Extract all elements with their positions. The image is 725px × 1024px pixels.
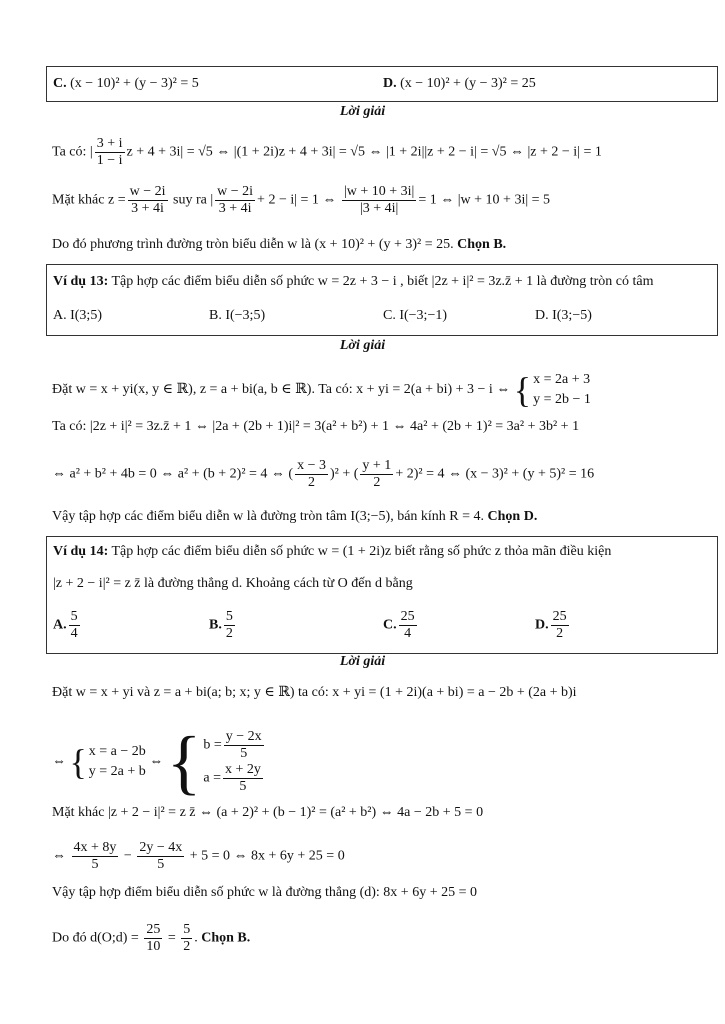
- example-13-box: [46, 264, 718, 336]
- solution-heading: Lời giải: [339, 338, 386, 353]
- sol2-line2: Ta có: |2z + i|² = 3z.z̄ + 1 ⇔ |2a + (2b + 1)i|² = 3(a² + b²) + 1 ⇔ 4a² + (2b + 1)² = 3a² + 3b² + 1: [52, 419, 580, 434]
- sol2-line4: Vậy tập hợp các điểm biểu diễn w là đường tròn tâm I(3;−5), bán kính R = 4. Chọn D.: [52, 509, 538, 524]
- solution-heading: Lời giải: [339, 654, 386, 669]
- ex13-option-a: A. I(3;5): [53, 308, 102, 323]
- solution-heading: Lời giải: [339, 104, 386, 119]
- sol2-line3: ⇔ a² + b² + 4b = 0 ⇔ a² + (b + 2)² = 4 ⇔ ( $\frac{x - 3}{2}$ )² + ( $\frac{y + 1}{2}$ + 2)² = 4 ⇔ (x − 3)² + (y + 5)² = 16: [52, 458, 595, 490]
- option-c: C. (x − 10)² + (y − 3)² = 5: [53, 76, 199, 91]
- ex14-option-a: A. $\frac{5}{4}$: [53, 609, 78, 641]
- ex14-question-1: Ví dụ 14: Tập hợp các điểm biểu diễn số phức w = (1 + 2i)z biết rằng số phức z thỏa mãn điều kiện: [53, 544, 612, 559]
- ex13-option-b: B. I(−3;5): [209, 308, 266, 323]
- sol1-line1: Ta có: | $\frac{3 + i}{1 - i}$ z + 4 + 3i| = √5 ⇔ |(1 + 2i)z + 4 + 3i| = √5 ⇔ |1 + 2i||z + 2 − i| = √5 ⇔ |z + 2 − i| = 1: [52, 136, 602, 168]
- sol3-line5: Vậy tập hợp điểm biểu diễn số phức w là đường thẳng (d): 8x + 6y + 25 = 0: [52, 885, 477, 900]
- ex13-option-d: D. I(3;−5): [535, 308, 592, 323]
- sol3-system: ⇔ { x = a − 2b y = 2a + b ⇔ { b = $\frac{y - 2x}{5}$ a = $\frac{x + 2y}{5}$: [52, 722, 262, 802]
- example-14-box: [46, 536, 718, 654]
- sol1-line3: Do đó phương trình đường tròn biểu diễn w là (x + 10)² + (y + 3)² = 25. Chọn B.: [52, 237, 507, 252]
- sol1-line2: Mặt khác z = $\frac{w - 2i}{3 + 4i}$ suy ra | $\frac{w - 2i}{3 + 4i}$ + 2 − i| = 1 ⇔ $\frac{|w + 10 + 3i|}{|3 + 4i|}$ = 1 ⇔ |w + 10 + 3i| = 5: [52, 184, 551, 216]
- ex14-option-c: C. $\frac{25}{4}$: [383, 609, 415, 641]
- ex13-question: Ví dụ 13: Tập hợp các điểm biểu diễn số phức w = 2z + 3 − i , biết |2z + i|² = 3z.z̄ + 1 là đường tròn có tâm: [53, 274, 654, 289]
- ex14-question-2: |z + 2 − i|² = z z̄ là đường thẳng d. Khoảng cách từ O đến d bằng: [53, 576, 413, 591]
- option-d: D. (x − 10)² + (y − 3)² = 25: [383, 76, 536, 91]
- sol2-line1: Đặt w = x + yi(x, y ∈ ℝ), z = a + bi(a, b ∈ ℝ). Ta có: x + yi = 2(a + bi) + 3 − i ⇔ { x = 2a + 3 y = 2b − 1: [52, 370, 591, 410]
- sol3-line1: Đặt w = x + yi và z = a + bi(a; b; x; y ∈ ℝ) ta có: x + yi = (1 + 2i)(a + bi) = a − 2b + (2a + b)i: [52, 685, 577, 700]
- ex14-option-d: D. $\frac{25}{2}$: [535, 609, 567, 641]
- options-box-top: [46, 66, 718, 102]
- sol3-line6: Do đó d(O;d) = $\frac{25}{10}$ = $\frac{5}{2}$ . Chọn B.: [52, 922, 251, 954]
- ex13-option-c: C. I(−3;−1): [383, 308, 448, 323]
- sol3-line3: Mặt khác |z + 2 − i|² = z z̄ ⇔ (a + 2)² + (b − 1)² = (a² + b²) ⇔ 4a − 2b + 5 = 0: [52, 805, 484, 820]
- ex14-option-b: B. $\frac{5}{2}$: [209, 609, 233, 641]
- sol3-line4: ⇔ $\frac{4x + 8y}{5}$ − $\frac{2y - 4x}{5}$ + 5 = 0 ⇔ 8x + 6y + 25 = 0: [52, 840, 345, 872]
